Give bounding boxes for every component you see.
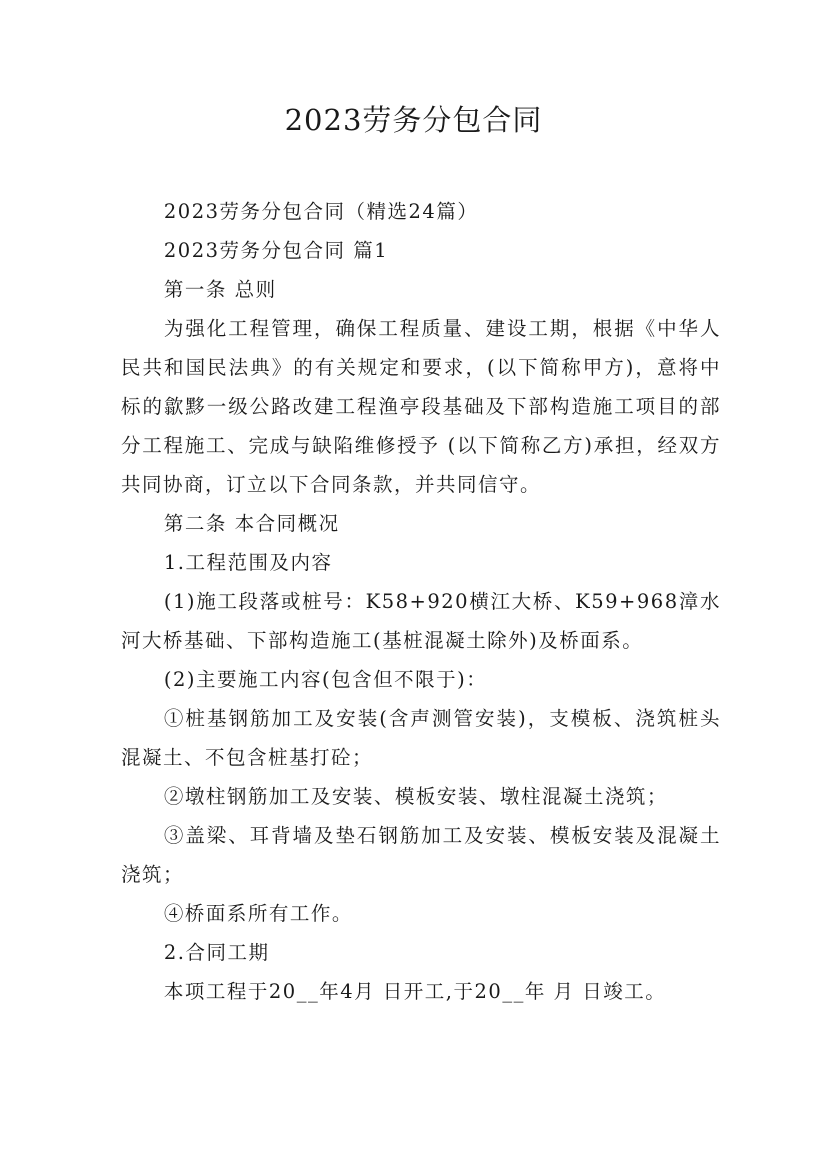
paragraph-article-1-body: 为强化工程管理，确保工程质量、建设工期，根据《中华人民共和国民法典》的有关规定和要求，(以下简称甲方)，意将中标的歙黟一级公路改建工程渔亭段基础及下部构造施工项目的部分工程施工、完成与缺陷维修授予 (以下简称乙方)承担，经双方共同协商，订立以下合同条款，并共同信守。 bbox=[121, 317, 721, 496]
paragraph-subtitle: 2023劳务分包合同（精选24篇） bbox=[163, 200, 479, 223]
paragraph-article-1-heading: 第一条 总则 bbox=[163, 278, 277, 301]
paragraph-schedule-heading: 2.合同工期 bbox=[163, 941, 270, 964]
paragraph-schedule-body: 本项工程于20__年4月 日开工,于20__年 月 日竣工。 bbox=[163, 980, 667, 1003]
paragraph-scope-item-1: (1)施工段落或桩号：K58+920横江大桥、K59+968漳水河大桥基础、下部构造施工(基桩混凝土除外)及桥面系。 bbox=[121, 590, 721, 652]
paragraph-work-item-2: ②墩柱钢筋加工及安装、模板安装、墩柱混凝土浇筑； bbox=[163, 785, 668, 808]
document-body bbox=[121, 192, 721, 1011]
document-title: 2023劳务分包合同 bbox=[284, 103, 543, 137]
paragraph-section-heading: 2023劳务分包合同 篇1 bbox=[163, 239, 389, 262]
paragraph-scope-heading: 1.工程范围及内容 bbox=[163, 551, 333, 574]
paragraph-work-item-3: ③盖梁、耳背墙及垫石钢筋加工及安装、模板安装及混凝土浇筑； bbox=[121, 824, 721, 886]
paragraph-article-2-heading: 第二条 本合同概况 bbox=[163, 512, 340, 535]
paragraph-scope-item-2: (2)主要施工内容(包含但不限于)： bbox=[163, 668, 488, 691]
paragraph-work-item-1: ①桩基钢筋加工及安装(含声测管安装)，支模板、浇筑桩头混凝土、不包含桩基打砼； bbox=[121, 707, 721, 769]
paragraph-work-item-4: ④桥面系所有工作。 bbox=[163, 902, 353, 925]
